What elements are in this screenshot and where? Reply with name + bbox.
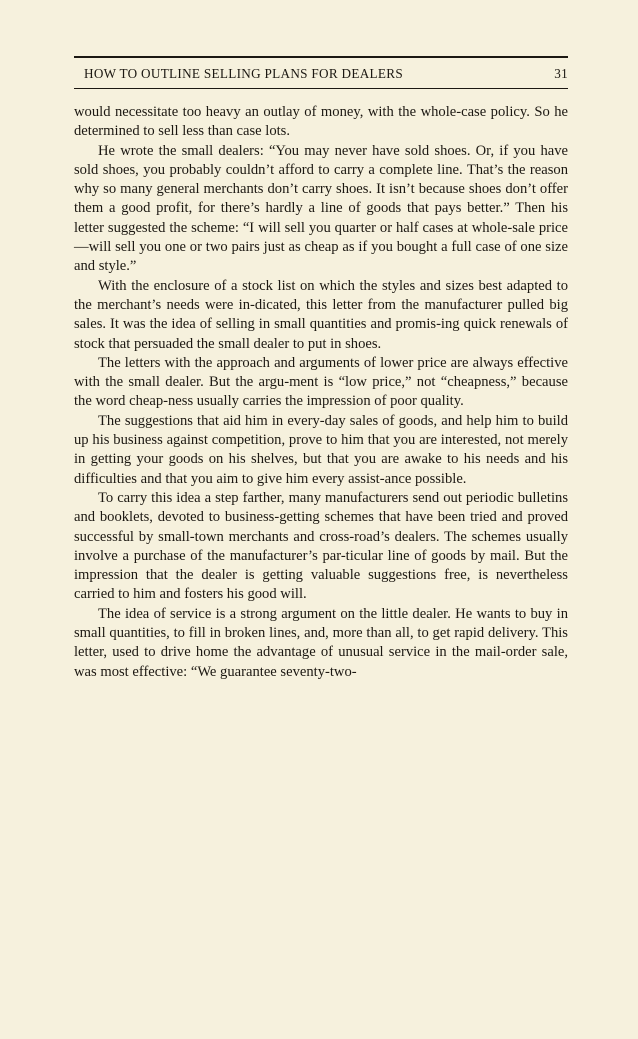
running-head	[74, 66, 568, 82]
paragraph: He wrote the small dealers: “You may never have sold shoes. Or, if you have sold shoes, you probably couldn’t afford to carry a complete line. That’s the reason why so many general merchants don’t carry shoes. It isn’t because shoes don’t offer them a good profit, for there’s hardly a line of goods that pays better.” Then his letter suggested the scheme: “I will sell you quarter or half cases at whole-sale price—will sell you one or two pairs just as cheap as if you bought a full case of one size and style.”	[74, 142, 568, 275]
book-page	[74, 56, 568, 682]
paragraph-continued: would necessitate too heavy an outlay of money, with the whole-case policy. So he determined to sell less than case lots.	[74, 104, 568, 140]
header-rule-top	[74, 56, 568, 58]
running-head-title: HOW TO OUTLINE SELLING PLANS FOR DEALERS	[84, 66, 403, 81]
paragraph: The suggestions that aid him in every-day sales of goods, and help him to build up his business against competition, prove to him that you are interested, not merely in getting your goods on his shelves, but that you are awake to his needs and his difficulties and that you aim to give him every assist-ance possible.	[74, 412, 568, 487]
page-number: 31	[554, 66, 568, 81]
header-rule-bottom	[74, 88, 568, 89]
body-text	[74, 103, 568, 682]
paragraph: The letters with the approach and arguments of lower price are always effective with the small dealer. But the argu-ment is “low price,” not “cheapness,” because the word cheap-ness usually carries the impression of poor quality.	[74, 354, 568, 410]
paragraph: With the enclosure of a stock list on which the styles and sizes best adapted to the merchant’s needs were in-dicated, this letter from the manufacturer pulled big sales. It was the idea of selling in small quantities and promis-ing quick renewals of stock that persuaded the small dealer to put in shoes.	[74, 277, 568, 352]
paragraph: The idea of service is a strong argument on the little dealer. He wants to buy in small quantities, to fill in broken lines, and, more than all, to get rapid delivery. This letter, used to drive home the advantage of unusual service in the mail-order sale, was most effective: “We guarantee seventy-two-	[74, 605, 568, 680]
paragraph: To carry this idea a step farther, many manufacturers send out periodic bulletins and booklets, devoted to business-getting schemes that have been tried and proved successful by small-town merchants and cross-road’s dealers. The schemes usually involve a purchase of the manufacturer’s par-ticular line of goods by mail. But the impression that the dealer is getting valuable suggestions free, is nevertheless carried to him and fosters his good will.	[74, 489, 568, 603]
